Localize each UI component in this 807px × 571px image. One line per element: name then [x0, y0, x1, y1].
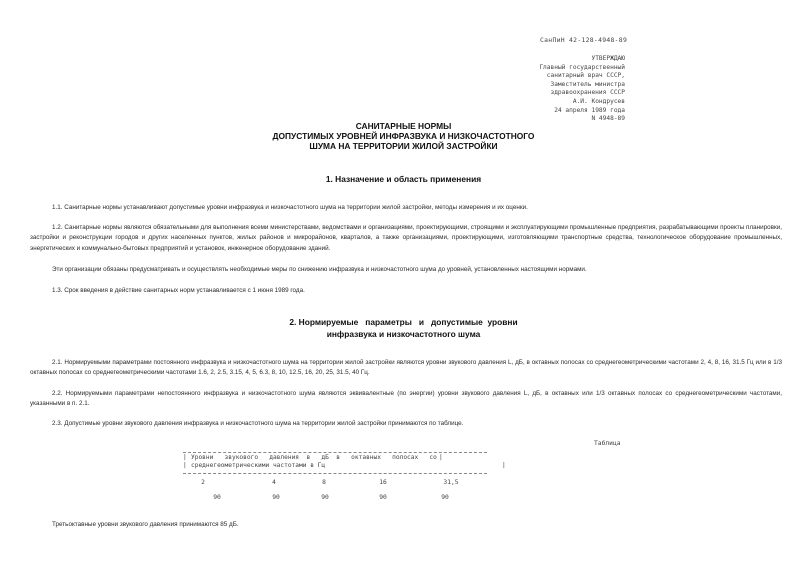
frequency-cell: 4 [272, 479, 276, 486]
level-cell: 90 [441, 494, 449, 501]
document-id: СанПиН 42-128-4948-89 [540, 36, 628, 44]
level-cell: 90 [213, 494, 221, 501]
approval-line: N 4948-89 [591, 115, 625, 123]
paragraph-1-2: 1.2. Санитарные нормы являются обязательными для выполнения всеми министерствами, ведомствами и организациями, проектирующими, строящими и эксплуатирующими промышленные предприятия, разрабатывающими проекты планировки, застройки и реконструкции городов и других населенных пунктов, жилых районов и микрорайонов, кварталов, а также организациями, проектирующими, изготовляющими транспортные средства, технологическое оборудование промышленных, энергетических и коммунально-бытовых предприятий и установок, инженерное оборудование зданий. [30, 224, 782, 252]
table-border: | [183, 454, 187, 461]
paragraph-1-3: 1.3. Срок введения в действие санитарных норм устанавливается с 1 июня 1989 года. [52, 287, 305, 294]
table-top-border [183, 452, 487, 453]
table-header-line: Уровни звукового давления в дБ в октавных полосах со [191, 454, 437, 461]
paragraph-2-3: 2.3. Допустимые уровни звукового давления инфразвука и низкочастотного шума на территории жилой застройки принимаются по таблице. [52, 420, 464, 427]
approval-line: Заместитель министра [550, 80, 625, 88]
approval-block [505, 55, 625, 124]
section-2-heading-line: 2. Нормируемые параметры и допустимые уровни [289, 317, 518, 327]
approval-line: УТВЕРЖДАЮ [591, 55, 625, 62]
level-row [183, 494, 513, 503]
section-2-heading-line: инфразвука и низкочастотного шума [326, 328, 481, 339]
paragraph-2-1: 2.1. Нормируемыми параметрами постоянного инфразвука и низкочастотного шума на территории жилой застройки являются уровни звукового давления L, дБ, в октавных полосах со среднегеометрическими частотами 2, 4, 8, 16, 31.5 Гц или в 1/3 октавных полосах со среднегеометрическими частотами 1.6, 2, 2.5, 3.15, 4, 5, 6.3, 8, 10, 12.5, 16, 20, 25, 31.5, 40 Гц. [30, 359, 782, 377]
frequency-cell: 8 [322, 479, 326, 486]
document-title [200, 121, 607, 152]
approval-line: 24 апреля 1989 года [554, 106, 625, 114]
table-header-divider [183, 473, 487, 474]
limits-table-header [183, 446, 506, 478]
table-header-line: среднегеометрическими частотами в Гц [191, 462, 326, 469]
frequency-cell: 31,5 [443, 479, 459, 486]
approval-line: Главный государственный [539, 63, 625, 71]
approval-line: здравоохранения СССР [550, 89, 625, 97]
approval-line: санитарный врач СССР, [546, 72, 625, 80]
section-2-heading [250, 317, 557, 340]
table-border: | [502, 462, 506, 469]
title-line: ШУМА НА ТЕРРИТОРИИ ЖИЛОЙ ЗАСТРОЙКИ [309, 141, 498, 152]
table-border: | [183, 462, 187, 469]
paragraph-2-2: 2.2. Нормируемыми параметрами непостоянного инфразвука и низкочастотного шума являются эквивалентные (по энергии) уровни звукового давления L, дБ, в октавных или 1/3 октавных полосах со среднегеометрическими частотами, указанными в п. 2.1. [30, 390, 782, 408]
paragraph-third-octave: Третьоктавные уровни звукового давления принимаются 85 дБ. [52, 521, 239, 528]
frequency-cell: 16 [379, 479, 387, 486]
frequency-row [183, 479, 513, 488]
level-cell: 90 [379, 494, 387, 501]
frequency-cell: 2 [201, 479, 205, 486]
table-border: | [439, 454, 443, 461]
section-1-heading: 1. Назначение и область применения [325, 174, 482, 184]
approval-line: А.И. Кондрусев [572, 97, 625, 105]
table-label: Таблица [594, 440, 621, 447]
level-cell: 90 [272, 494, 280, 501]
title-line: САНИТАРНЫЕ НОРМЫ [355, 121, 452, 131]
paragraph-1-1: 1.1. Санитарные нормы устанавливают допустимые уровни инфразвука и низкочастотного шума на территории жилой застройки, методы измерения и их оценки. [52, 204, 528, 211]
title-line: ДОПУСТИМЫХ УРОВНЕЙ ИНФРАЗВУКА И НИЗКОЧАСТОТНОГО [272, 131, 535, 142]
level-cell: 90 [321, 494, 329, 501]
paragraph-organizations: Эти организации обязаны предусматривать и осуществлять необходимые меры по снижению инфразвука и низкочастотного шума до уровней, установленных настоящими нормами. [52, 266, 587, 273]
